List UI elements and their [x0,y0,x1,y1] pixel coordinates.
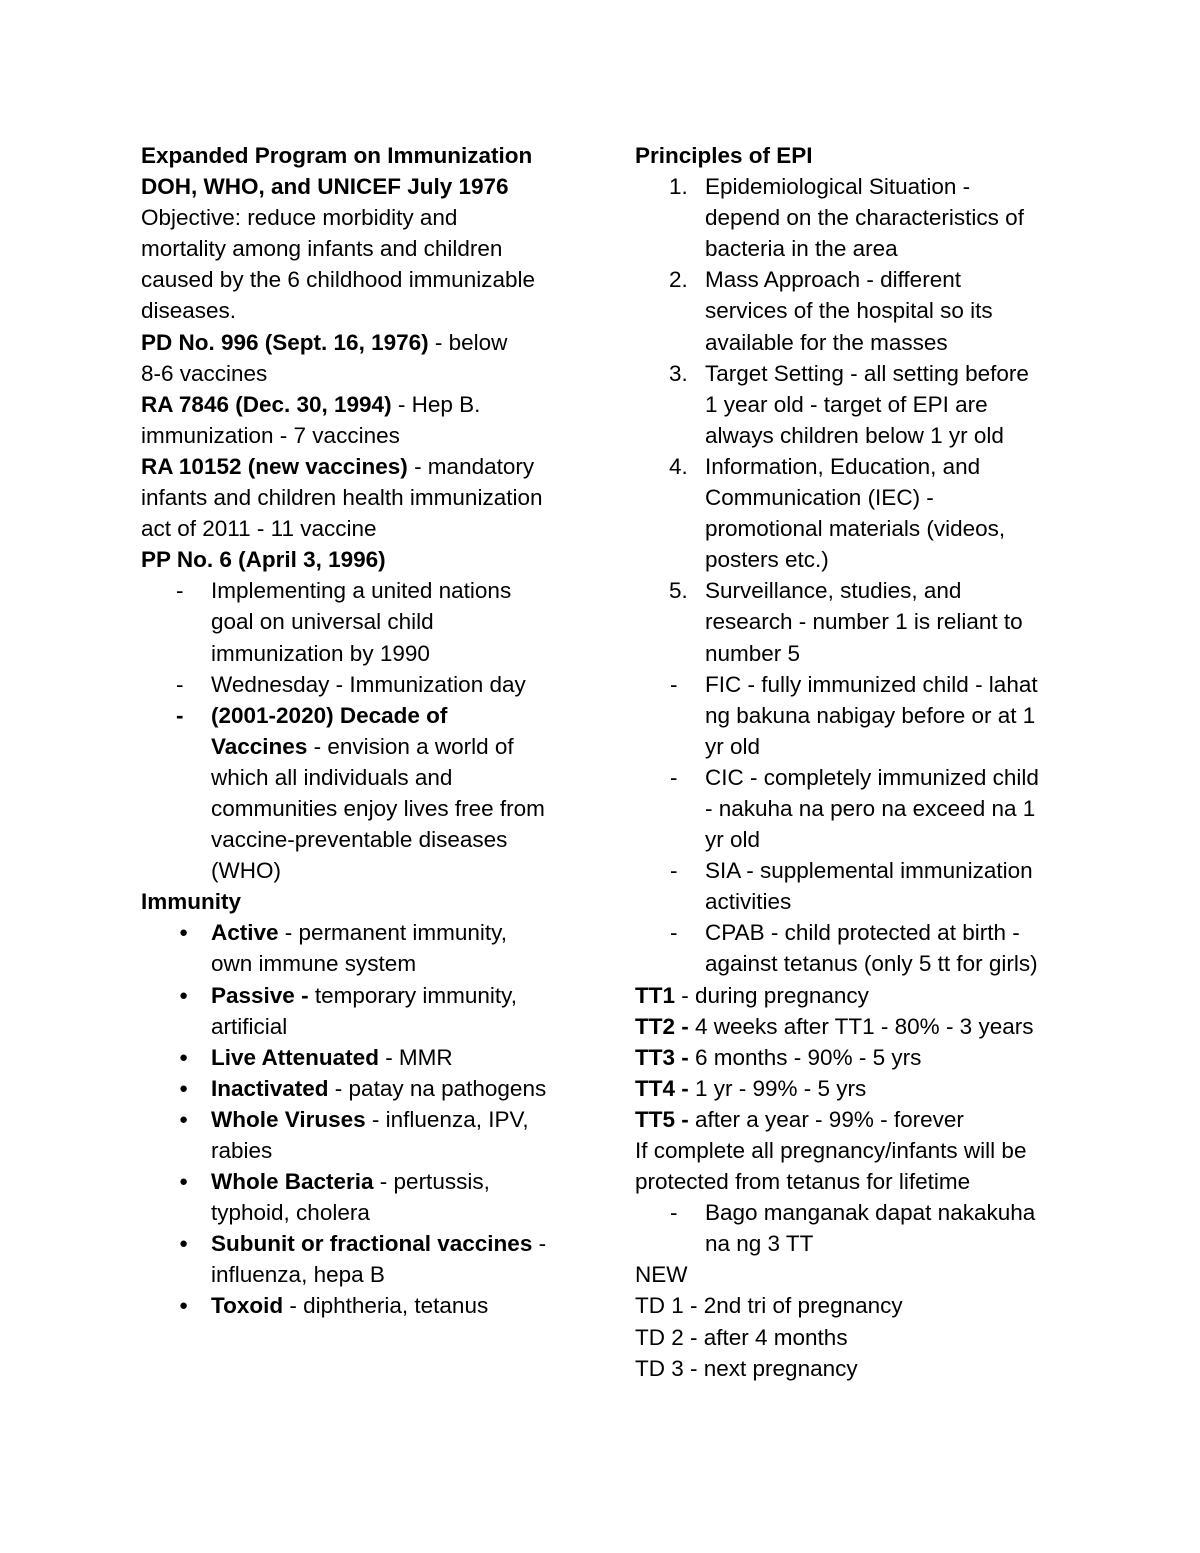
ra7846-line2: immunization - 7 vaccines [141,422,400,448]
list-item: ● Whole Viruses - influenza, IPV, rabies [141,1104,581,1166]
dash-marker: - [670,858,678,884]
new-label: NEW [635,1262,688,1288]
list-item: - (2001-2020) Decade of Vaccines - envision a world of which all individuals and communities enjoy lives free from vaccine-preventable diseases (WHO) [141,700,581,887]
left-column [141,140,581,1322]
dash-marker: - [670,920,678,946]
dash-marker: - [670,1200,678,1226]
tt-line: TT1 - during pregnancy [635,982,869,1008]
pd996-line: PD No. 996 (Sept. 16, 1976) - below [141,329,508,355]
td-line: TD 2 - after 4 months [635,1324,848,1350]
td-line: TD 1 - 2nd tri of pregnancy [635,1293,903,1319]
tt-line: TT5 - after a year - 99% - forever [635,1106,964,1132]
objective-line: mortality among infants and children [141,236,503,262]
immunity-heading: Immunity [141,889,242,915]
bullet-icon: ● [179,1297,189,1315]
list-item: - SIA - supplemental immunization activities [635,855,1075,917]
list-item: - Implementing a united nations goal on universal child immunization by 1990 [141,575,581,668]
list-item: - FIC - fully immunized child - lahat ng bakuna nabigay before or at 1 yr old [635,669,1075,762]
dash-marker: - [670,764,678,790]
list-item: - Bago manganak dapat nakakuha na ng 3 TT [635,1197,1075,1259]
right-column [635,140,1075,1384]
td-line: TD 3 - next pregnancy [635,1355,858,1381]
list-item: ● Toxoid - diphtheria, tetanus [141,1290,581,1321]
ra10152-line2: infants and children health immunization [141,485,543,511]
bullet-icon: ● [179,1110,189,1128]
subtitle: DOH, WHO, and UNICEF July 1976 [141,174,509,200]
list-item: ● Passive - temporary immunity, artificial [141,980,581,1042]
objective-line: diseases. [141,298,237,324]
list-item: 4. Information, Education, and Communication (IEC) - promotional materials (videos, posters etc.) [669,453,1006,573]
bullet-icon: ● [179,986,189,1004]
tt-line: TT3 - 6 months - 90% - 5 yrs [635,1044,922,1070]
list-item: 1. Epidemiological Situation - depend on the characteristics of bacteria in the area [669,174,1024,262]
list-item: - CPAB - child protected at birth - against tetanus (only 5 tt for girls) [635,917,1075,979]
complete-line: protected from tetanus for lifetime [635,1169,971,1195]
pp6-heading: PP No. 6 (April 3, 1996) [141,547,386,573]
list-item: ● Live Attenuated - MMR [141,1042,581,1073]
page-title: Expanded Program on Immunization [141,143,533,168]
pd996-line2: 8-6 vaccines [141,360,268,386]
ra7846-line: RA 7846 (Dec. 30, 1994) - Hep B. [141,391,481,417]
dash-marker: - [670,671,678,697]
principles-heading: Principles of EPI [635,143,813,168]
ra10152-line3: act of 2011 - 11 vaccine [141,516,377,542]
bullet-icon: ● [179,1173,189,1191]
dash-marker: - [176,671,184,697]
ra10152-line: RA 10152 (new vaccines) - mandatory [141,453,535,479]
list-item: - Wednesday - Immunization day [141,669,581,700]
tt-line: TT2 - 4 weeks after TT1 - 80% - 3 years [635,1013,1034,1039]
bullet-icon: ● [179,1048,189,1066]
objective-line: Objective: reduce morbidity and [141,205,458,231]
list-item: ● Whole Bacteria - pertussis, typhoid, cholera [141,1166,581,1228]
list-item: ● Active - permanent immunity, own immune system [141,917,581,979]
list-item: ● Inactivated - patay na pathogens [141,1073,581,1104]
list-item: 2. Mass Approach - different services of the hospital so its available for the masses [669,267,993,355]
objective-line: caused by the 6 childhood immunizable [141,267,535,293]
bullet-icon: ● [179,1235,189,1253]
bullet-icon: ● [179,1079,189,1097]
list-item: ● Subunit or fractional vaccines - influenza, hepa B [141,1228,581,1290]
list-item: - CIC - completely immunized child - nakuha na pero na exceed na 1 yr old [635,762,1075,855]
dash-marker: - [176,578,184,604]
list-item: 5. Surveillance, studies, and research - number 1 is reliant to number 5 [669,578,1023,666]
dash-marker: - [176,702,184,728]
list-item: 3. Target Setting - all setting before 1 year old - target of EPI are always children below 1 yr old [669,360,1029,448]
bullet-icon: ● [179,924,189,942]
complete-line: If complete all pregnancy/infants will be [635,1138,1027,1163]
tt-line: TT4 - 1 yr - 99% - 5 yrs [635,1075,867,1101]
